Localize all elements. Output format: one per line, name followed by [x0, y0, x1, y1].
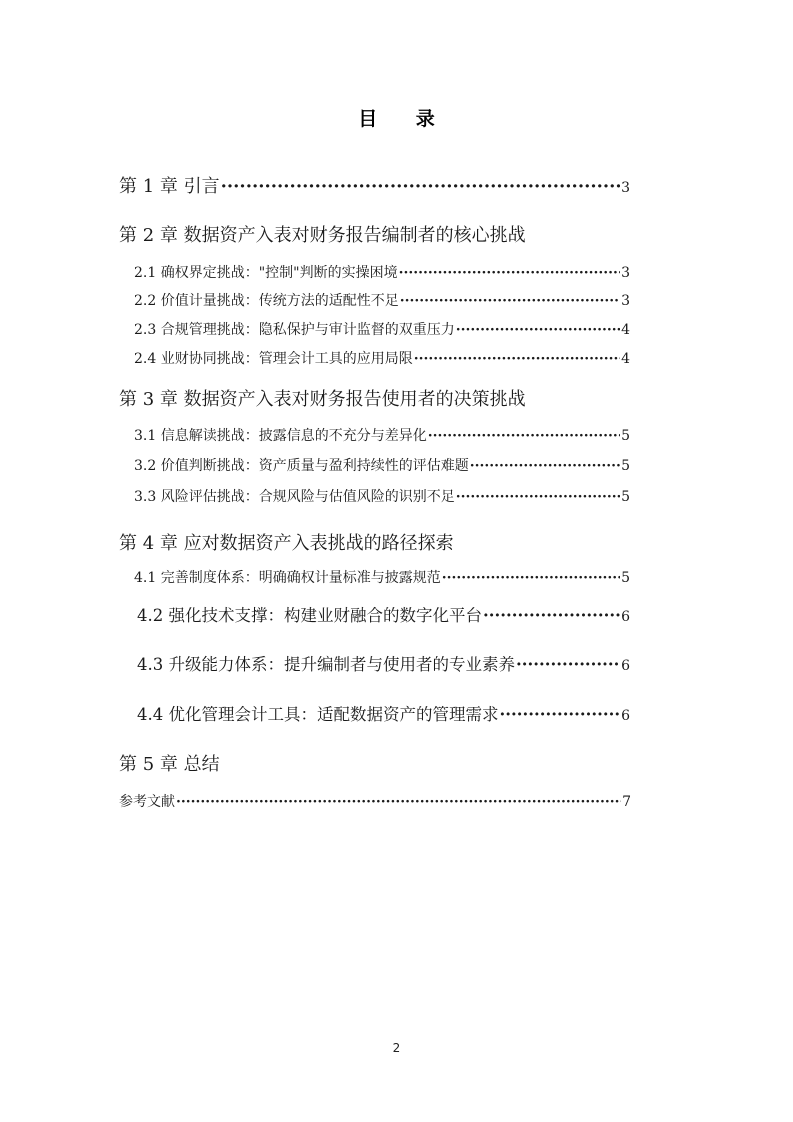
dot-leader — [414, 351, 620, 367]
toc-page-number: 5 — [621, 428, 630, 444]
toc-entry-chapter-5[interactable]: 第 5 章 总结 — [119, 754, 220, 775]
toc-entry-chapter-3[interactable]: 第 3 章 数据资产入表对财务报告使用者的决策挑战 — [119, 389, 526, 410]
toc-page-number: 3 — [621, 293, 630, 309]
toc-entry-section-2-1[interactable] — [134, 262, 630, 282]
toc-entry-label: 2.2 价值计量挑战：传统方法的适配性不足 — [134, 293, 399, 309]
dot-leader — [516, 655, 620, 674]
dot-leader — [399, 265, 620, 281]
toc-page-number: 4 — [621, 351, 630, 367]
dot-leader — [470, 458, 620, 474]
toc-entry-label: 3.2 价值判断挑战：资产质量与盈利持续性的评估难题 — [134, 458, 469, 474]
toc-entry-label: 2.4 业财协同挑战：管理会计工具的应用局限 — [134, 351, 413, 367]
toc-page-number: 5 — [621, 489, 630, 505]
dot-leader — [400, 293, 620, 309]
toc-entry-label: 2.1 确权界定挑战："控制"判断的实操困境 — [134, 265, 398, 281]
toc-page-number: 3 — [621, 265, 630, 281]
toc-title: 目 录 — [358, 108, 451, 130]
toc-entry-label: 3.3 风险评估挑战：合规风险与估值风险的识别不足 — [134, 489, 455, 505]
toc-page-number: 5 — [621, 570, 630, 586]
toc-page-number: 7 — [622, 794, 631, 810]
toc-page-number: 6 — [621, 609, 630, 625]
toc-entry-label: 3.1 信息解读挑战：披露信息的不充分与差异化 — [134, 428, 427, 444]
toc-entry-chapter-2[interactable]: 第 2 章 数据资产入表对财务报告编制者的核心挑战 — [119, 225, 526, 246]
toc-entry-label: 4.2 强化技术支撑：构建业财融合的数字化平台 — [137, 606, 482, 625]
toc-page-number: 5 — [621, 458, 630, 474]
toc-entry-section-2-3[interactable] — [134, 319, 630, 339]
toc-entry-label: 4.4 优化管理会计工具：适配数据资产的管理需求 — [137, 705, 499, 724]
dot-leader — [442, 570, 620, 586]
dot-leader — [500, 705, 621, 724]
toc-entry-section-4-1[interactable] — [134, 567, 630, 587]
dot-leader — [428, 428, 620, 444]
toc-entry-section-4-2[interactable] — [137, 602, 630, 626]
toc-entry-label: 参考文献 — [119, 794, 175, 810]
dot-leader — [221, 176, 620, 197]
toc-entry-label: 4.3 升级能力体系：提升编制者与使用者的专业素养 — [137, 655, 515, 674]
toc-entry-section-3-2[interactable] — [134, 455, 630, 475]
toc-entry-label: 第 1 章 引言 — [119, 176, 220, 197]
toc-entry-section-4-4[interactable] — [137, 701, 630, 725]
dot-leader — [176, 794, 621, 810]
toc-page-number: 6 — [621, 658, 630, 674]
toc-entry-label: 2.3 合规管理挑战：隐私保护与审计监督的双重压力 — [134, 322, 455, 338]
page-number-footer: 2 — [392, 1041, 401, 1055]
toc-entry-section-3-1[interactable] — [134, 425, 630, 445]
dot-leader — [456, 489, 620, 505]
toc-entry-label: 4.1 完善制度体系：明确确权计量标准与披露规范 — [134, 570, 441, 586]
toc-page-number: 3 — [621, 180, 630, 196]
toc-entry-section-4-3[interactable] — [137, 651, 630, 675]
toc-page-number: 6 — [621, 708, 630, 724]
toc-entry-chapter-4[interactable]: 第 4 章 应对数据资产入表挑战的路径探索 — [119, 533, 454, 554]
toc-page-number: 4 — [621, 322, 630, 338]
toc-entry-section-3-3[interactable] — [134, 486, 630, 506]
toc-entry-section-2-4[interactable] — [134, 348, 630, 368]
toc-entry-section-2-2[interactable] — [134, 290, 630, 310]
toc-entry-chapter-1[interactable] — [119, 172, 630, 198]
dot-leader — [483, 606, 620, 625]
dot-leader — [456, 322, 620, 338]
toc-entry-references[interactable] — [119, 791, 631, 811]
